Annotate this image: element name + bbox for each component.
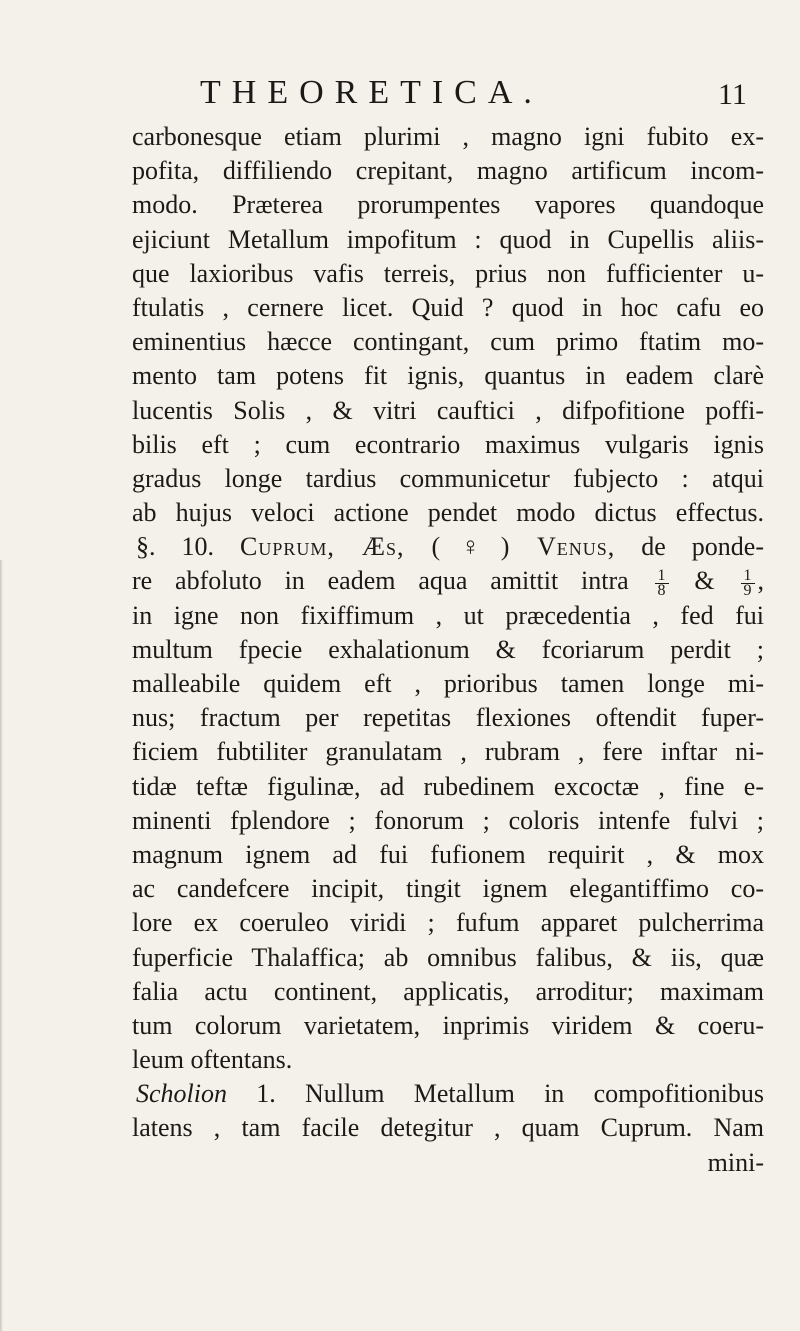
page-number: 11: [718, 78, 747, 111]
text-line-after-10: lore ex coeruleo viridi ; fufum apparet pulcherrima: [132, 908, 764, 938]
section-number: §. 10.: [136, 532, 215, 562]
text-line-8: mento tam potens fit ignis, quantus in eadem clarè: [132, 361, 764, 391]
scholion-line: [132, 1077, 764, 1111]
text-line-2: pofita, diffiliendo crepitant, magno artificum incom-: [132, 156, 764, 186]
scholion-text: 1. Nullum Metallum in compofitionibus: [256, 1079, 764, 1109]
text-line-after-14: leum oftentans.: [132, 1045, 293, 1075]
text-line-7: eminentius hæcce contingant, cum primo ftatim mo-: [132, 327, 764, 357]
section-heading-rest: de ponde-: [641, 532, 764, 562]
text-line-after-4: nus; fractum per repetitas flexiones oftendit fuper-: [132, 703, 764, 733]
fraction-2-denominator: 9: [743, 581, 752, 599]
fraction-one-eighth: [655, 566, 669, 599]
text-line-6: ftulatis , cernere licet. Quid ? quod in hoc cafu eo: [132, 292, 764, 322]
fraction-one-ninth: [741, 566, 755, 599]
scholion-label: Scholion: [136, 1079, 227, 1109]
text-line-after-5: ficiem fubtiliter granulatam , rubram , fere inftar ni-: [132, 737, 764, 767]
text-line-after-2: multum fpecie exhalationum & fcoriarum perdit ;: [132, 634, 764, 664]
text-line-11: gradus longe tardius communicetur fubjecto : atqui: [132, 463, 764, 493]
fraction-2-numerator: 1: [741, 569, 755, 584]
text-line-10: bilis eft ; cum econtrario maximus vulgaris ignis: [132, 429, 764, 459]
fraction-line-suffix: ,: [757, 566, 764, 596]
body-text: [132, 120, 764, 1180]
fraction-joiner: &: [694, 566, 715, 596]
text-line-4: ejiciunt Metallum impofitum : quod in Cupellis aliis-: [132, 224, 764, 254]
page-header: [0, 70, 800, 120]
catchword: mini-: [707, 1147, 764, 1177]
text-line-after-7: minenti fplendore ; fonorum ; coloris intenfe fulvi ;: [132, 805, 764, 835]
fraction-1-denominator: 8: [657, 581, 666, 599]
section-heading: Cuprum, Æs, (♀) Venus,: [240, 532, 616, 562]
fraction-1-numerator: 1: [655, 569, 669, 584]
text-line-after-1: in igne non fixiffimum , ut præcedentia , fed fui: [132, 600, 764, 630]
text-line-12: ab hujus veloci actione pendet modo dictus effectus.: [132, 498, 764, 528]
text-line-5: que laxioribus vafis terreis, prius non fufficienter u-: [132, 258, 764, 288]
section-heading-line: [132, 530, 764, 564]
scholion-line-2: latens , tam facile detegitur , quam Cuprum. Nam: [132, 1113, 764, 1143]
text-line-1: carbonesque etiam plurimi , magno igni fubito ex-: [132, 122, 764, 151]
text-line-after-11: fuperficie Thalaffica; ab omnibus falibus, & iis, quæ: [132, 942, 764, 972]
fraction-line: [132, 564, 764, 598]
text-line-after-8: magnum ignem ad fui fufionem requirit , & mox: [132, 839, 764, 869]
fraction-line-prefix: re abfoluto in eadem aqua amittit intra: [132, 566, 629, 596]
text-line-after-12: falia actu continent, applicatis, arroditur; maximam: [132, 976, 764, 1006]
text-line-3: modo. Præterea prorumpentes vapores quandoque: [132, 190, 764, 220]
text-line-after-6: tidæ teftæ figulinæ, ad rubedinem excoctæ , fine e-: [132, 771, 764, 801]
running-title: THEORETICA.: [200, 74, 543, 111]
page-edge-shadow: [0, 560, 3, 1331]
text-line-after-13: tum colorum varietatem, inprimis viridem & coeru-: [132, 1010, 764, 1040]
text-line-after-3: malleabile quidem eft , prioribus tamen longe mi-: [132, 669, 764, 698]
text-line-after-9: ac candefcere incipit, tingit ignem elegantiffimo co-: [132, 874, 764, 904]
text-line-9: lucentis Solis , & vitri cauftici , difpofitione poffi-: [132, 395, 764, 425]
